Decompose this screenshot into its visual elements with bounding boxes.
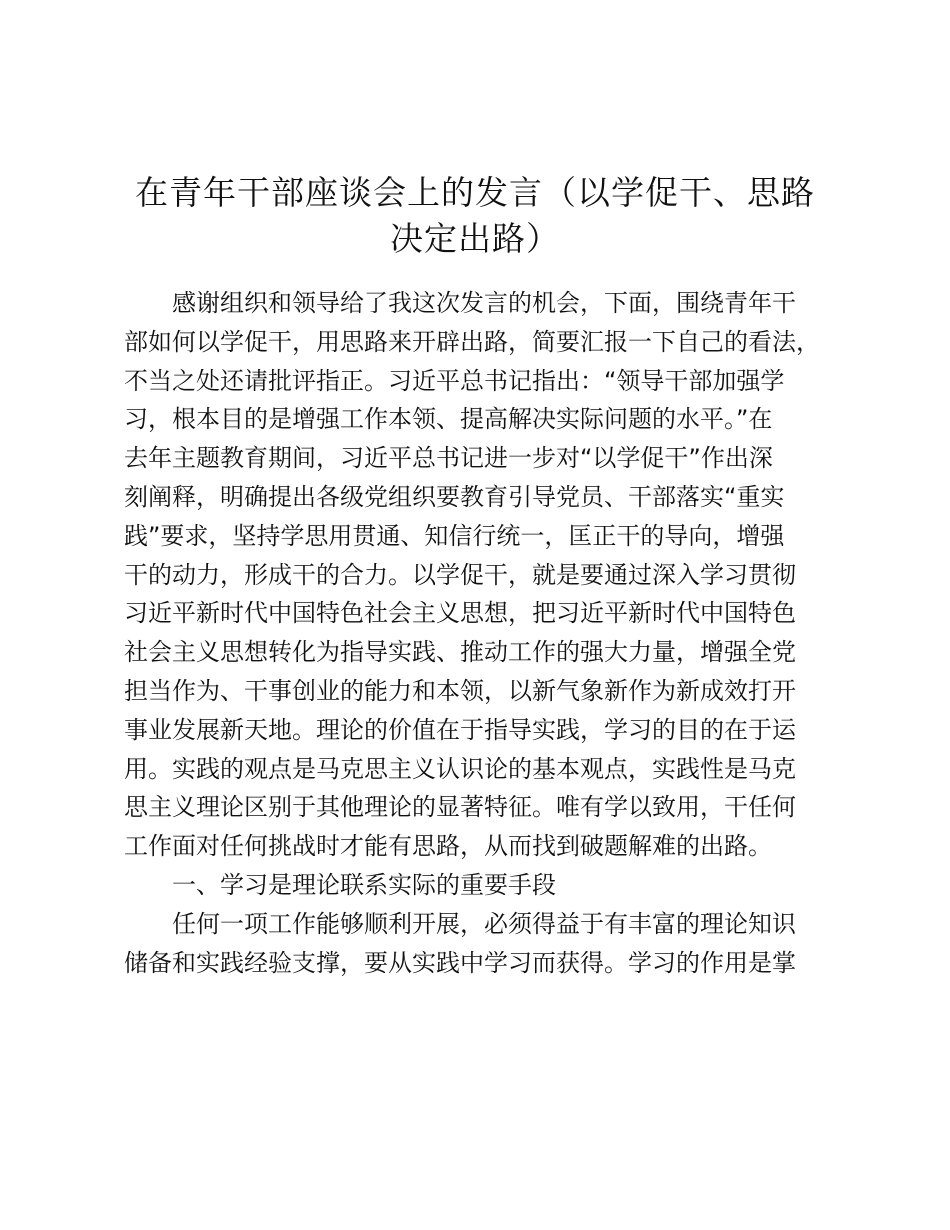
paragraph-line: 部如何以学促干，用思路来开辟出路，简要汇报一下自己的看法，	[124, 327, 820, 356]
paragraph-line: 思主义理论区别于其他理论的显著特征。唯有学以致用，干任何	[124, 793, 796, 822]
paragraph-line: 去年主题教育期间，习近平总书记进一步对“以学促干”作出深	[124, 444, 773, 473]
paragraph-line: 担当作为、干事创业的能力和本领，以新气象新作为新成效打开	[124, 676, 796, 705]
paragraph-line: 感谢组织和领导给了我这次发言的机会，下面，围绕青年干	[172, 289, 796, 317]
document-body	[124, 284, 824, 982]
paragraph-line: 习近平新时代中国特色社会主义思想，把习近平新时代中国特色	[124, 599, 796, 628]
section-heading: 一、学习是理论联系实际的重要手段	[172, 870, 556, 899]
title-line: 决定出路）	[390, 219, 560, 258]
paragraph-line: 习，根本目的是增强工作本领、提高解决实际问题的水平。”在	[124, 405, 773, 434]
document-title	[120, 170, 830, 262]
paragraph-line: 社会主义思想转化为指导实践、推动工作的强大力量，增强全党	[124, 638, 796, 667]
paragraph-line: 任何一项工作能够顺利开展，必须得益于有丰富的理论知识	[172, 909, 796, 938]
paragraph-line: 干的动力，形成干的合力。以学促干，就是要通过深入学习贯彻	[124, 560, 796, 589]
paragraph-line: 工作面对任何挑战时才能有思路，从而找到破题解难的出路。	[124, 832, 772, 861]
paragraph-line: 储备和实践经验支撑，要从实践中学习而获得。学习的作用是掌	[124, 948, 796, 977]
paragraph-line: 事业发展新天地。理论的价值在于指导实践，学习的目的在于运	[124, 715, 796, 744]
paragraph-line: 刻阐释，明确提出各级党组织要教育引导党员、干部落实“重实	[124, 482, 785, 511]
paragraph-line: 用。实践的观点是马克思主义认识论的基本观点，实践性是马克	[124, 754, 796, 783]
paragraph-line: 践”要求，坚持学思用贯通、知信行统一，匡正干的导向，增强	[124, 521, 785, 550]
paragraph-line: 不当之处还请批评指正。习近平总书记指出：“领导干部加强学	[124, 366, 785, 395]
title-line: 在青年干部座谈会上的发言（以学促干、思路	[135, 173, 815, 212]
